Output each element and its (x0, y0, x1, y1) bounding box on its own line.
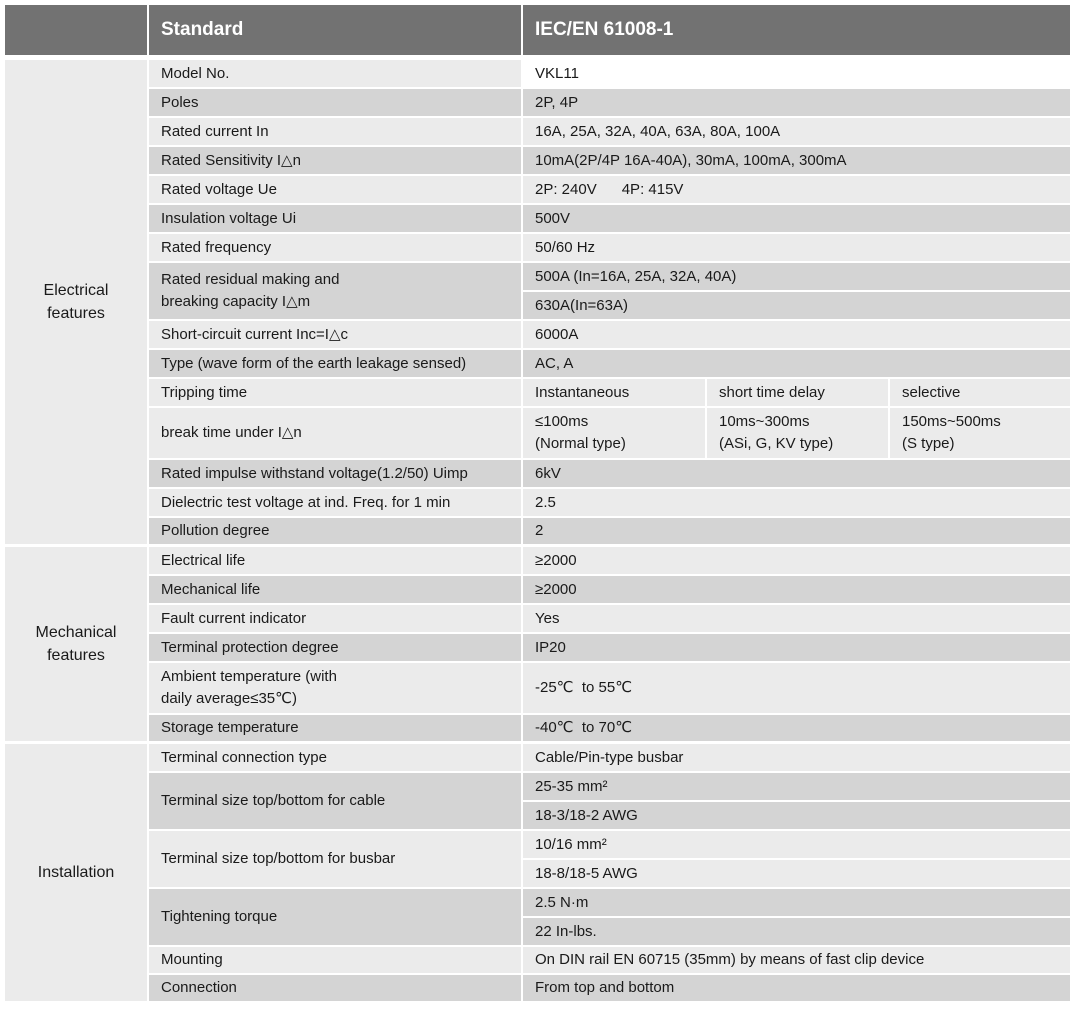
row-value-fault-indicator: Yes (523, 605, 1070, 632)
row-value-ambient-temp: -25℃ to 55℃ (523, 663, 1070, 713)
category-mechanical-features: Mechanical features (5, 547, 147, 741)
row-value-rated-frequency: 50/60 Hz (523, 234, 1070, 261)
category-installation: Installation (5, 744, 147, 1001)
row-value-model-no: VKL11 (523, 60, 1070, 87)
row-label-residual-making-line1: Rated residual making and (161, 271, 340, 288)
row-label-break-time: break time under I△n (149, 408, 521, 458)
row-value-short-circuit: 6000A (523, 321, 1070, 348)
row-label-size-cable: Terminal size top/bottom for cable (149, 773, 521, 829)
row-label-impulse: Rated impulse withstand voltage(1.2/50) Uimp (149, 460, 521, 487)
row-value-size-busbar-mm: 10/16 mm² (523, 831, 1070, 858)
ambient-temp-line2: daily average≤35℃) (161, 690, 297, 707)
row-value-torque-nm: 2.5 N·m (523, 889, 1070, 916)
row-label-connection-type: Terminal connection type (149, 744, 521, 771)
row-value-storage-temp: -40℃ to 70℃ (523, 715, 1070, 741)
row-value-break-s (890, 408, 1070, 458)
row-value-residual-making-2: 630A(In=63A) (523, 292, 1070, 319)
row-label-storage-temp: Storage temperature (149, 715, 521, 741)
row-value-tripping-instantaneous: Instantaneous (523, 379, 705, 406)
row-label-mounting: Mounting (149, 947, 521, 973)
row-label-tripping-time: Tripping time (149, 379, 521, 406)
row-value-dielectric: 2.5 (523, 489, 1070, 516)
row-label-type: Type (wave form of the earth leakage sensed) (149, 350, 521, 377)
row-value-mechanical-life: ≥2000 (523, 576, 1070, 603)
row-value-torque-inlbs: 22 In-lbs. (523, 918, 1070, 945)
header-corner (5, 5, 147, 55)
row-label-model-no: Model No. (149, 60, 521, 87)
break-s-line1: 150ms~500ms (902, 413, 1001, 430)
row-label-rated-current: Rated current In (149, 118, 521, 145)
row-label-rated-sensitivity: Rated Sensitivity I△n (149, 147, 521, 174)
break-normal-line1: ≤100ms (535, 413, 589, 430)
row-label-torque: Tightening torque (149, 889, 521, 945)
ambient-temp-line1: Ambient temperature (with (161, 668, 337, 685)
row-value-size-cable-awg: 18-3/18-2 AWG (523, 802, 1070, 829)
row-value-break-asi (707, 408, 888, 458)
row-value-connection: From top and bottom (523, 975, 1070, 1001)
row-label-residual-making-line2: breaking capacity I△m (161, 293, 311, 310)
row-value-mounting: On DIN rail EN 60715 (35mm) by means of fast clip device (523, 947, 1070, 973)
row-label-insulation-voltage: Insulation voltage Ui (149, 205, 521, 232)
row-label-terminal-protection: Terminal protection degree (149, 634, 521, 661)
row-value-break-normal (523, 408, 705, 458)
row-value-rated-current: 16A, 25A, 32A, 40A, 63A, 80A, 100A (523, 118, 1070, 145)
row-label-mechanical-life: Mechanical life (149, 576, 521, 603)
row-label-electrical-life: Electrical life (149, 547, 521, 574)
row-value-rated-sensitivity: 10mA(2P/4P 16A-40A), 30mA, 100mA, 300mA (523, 147, 1070, 174)
row-label-residual-making (149, 263, 521, 319)
row-value-size-busbar-awg: 18-8/18-5 AWG (523, 860, 1070, 887)
row-label-ambient-temp (149, 663, 521, 713)
break-normal-line2: (Normal type) (535, 435, 626, 452)
row-value-impulse: 6kV (523, 460, 1070, 487)
row-label-rated-voltage: Rated voltage Ue (149, 176, 521, 203)
row-label-size-busbar: Terminal size top/bottom for busbar (149, 831, 521, 887)
break-asi-line2: (ASi, G, KV type) (719, 435, 834, 452)
row-label-connection: Connection (149, 975, 521, 1001)
row-value-size-cable-mm: 25-35 mm² (523, 773, 1070, 800)
header-standard-value: IEC/EN 61008-1 (523, 5, 1070, 55)
category-electrical-features: Electrical features (5, 60, 147, 544)
break-s-line2: (S type) (902, 435, 955, 452)
row-value-terminal-protection: IP20 (523, 634, 1070, 661)
row-value-tripping-short-delay: short time delay (707, 379, 888, 406)
row-value-electrical-life: ≥2000 (523, 547, 1070, 574)
row-value-pollution: 2 (523, 518, 1070, 544)
row-value-connection-type: Cable/Pin-type busbar (523, 744, 1070, 771)
row-value-residual-making-1: 500A (In=16A, 25A, 32A, 40A) (523, 263, 1070, 290)
row-label-dielectric: Dielectric test voltage at ind. Freq. for 1 min (149, 489, 521, 516)
header-standard-label: Standard (149, 5, 521, 55)
row-value-insulation-voltage: 500V (523, 205, 1070, 232)
row-value-rated-voltage: 2P: 240V 4P: 415V (523, 176, 1070, 203)
break-asi-line1: 10ms~300ms (719, 413, 810, 430)
row-label-fault-indicator: Fault current indicator (149, 605, 521, 632)
row-value-type: AC, A (523, 350, 1070, 377)
row-value-tripping-selective: selective (890, 379, 1070, 406)
row-label-poles: Poles (149, 89, 521, 116)
row-label-rated-frequency: Rated frequency (149, 234, 521, 261)
row-label-pollution: Pollution degree (149, 518, 521, 544)
row-label-short-circuit: Short-circuit current Inc=I△c (149, 321, 521, 348)
row-value-poles: 2P, 4P (523, 89, 1070, 116)
